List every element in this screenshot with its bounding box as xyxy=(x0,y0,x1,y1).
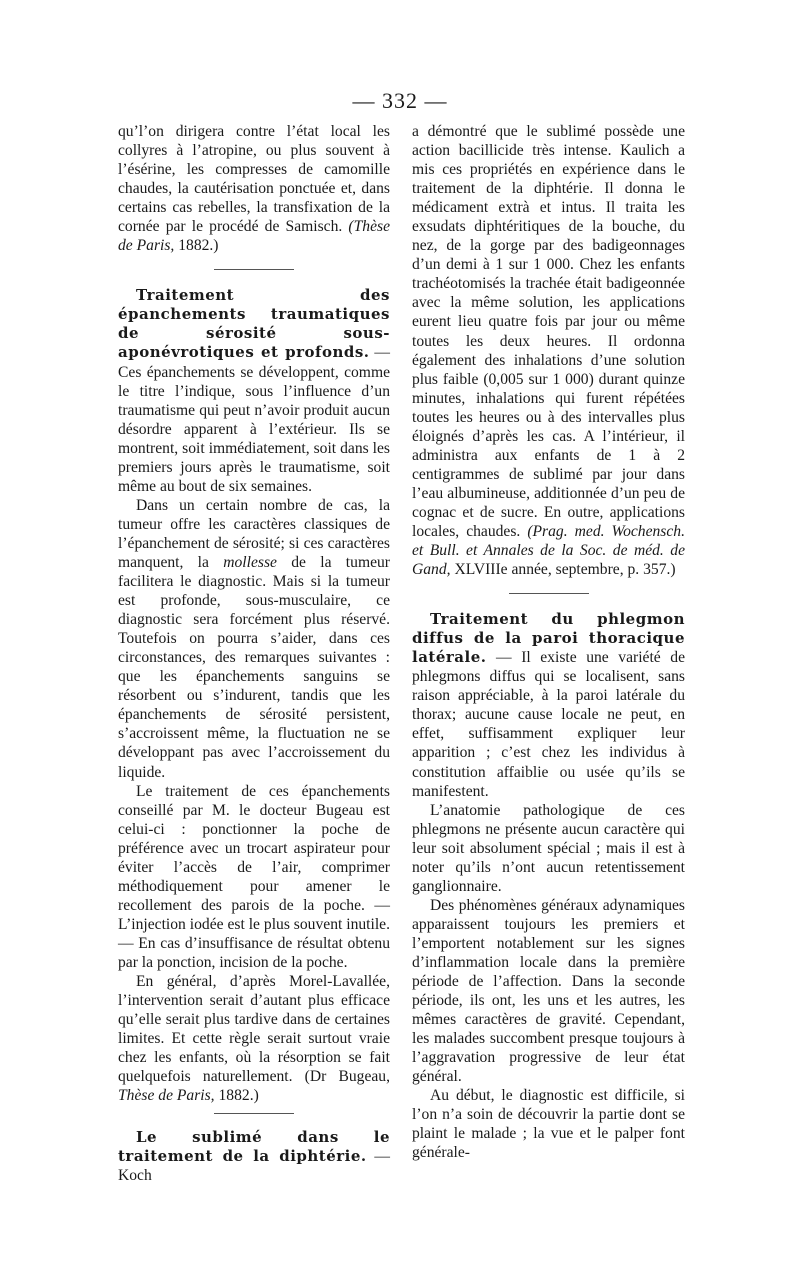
citation: (Thèse de Paris, xyxy=(118,218,390,255)
paragraph xyxy=(412,122,685,579)
paragraph-text: Au début, le diagnostic est difficile, si l’on n’a soin de découvrir la partie dont se plaint le malade ; la vue et le palper font générale- xyxy=(412,1087,685,1162)
paragraph-text: a démontré que le sublimé possède une action bacillicide très intense. Kaulich a mis ces propriétés en expérience dans le traitement de la diphtérie. Il donna le médicament extrà et intus. Il traita les exsudats diphtéritiques de la bouche, du nez, de la gorge par des badigeonnages d’un demi à 1 sur 1 000. Chez les enfants trachéotomisés la trachée était badigeonnée avec la même solution, les applications eurent lieu quatre fois par jour ou même toutes les deux heures. Il ordonna également des inhalations d’une solution plus faible (0,005 sur 1 000) durant quinze minutes, inhalations qui furent répétées toutes les heures ou à des intervalles plus éloignés d’après les cas. A l’intérieur, il administra aux enfants de 1 à 2 centigrammes de sublimé par jour dans l’eau albumineuse, additionnée d’un peu de cognac et de sucre. En outre, applications locales, chaudes. xyxy=(412,123,685,540)
paragraph xyxy=(118,972,390,1105)
citation-year: 1882.) xyxy=(178,237,219,255)
paragraph-text: qu’l’on dirigera contre l’état local les collyres à l’atropine, ou plus souvent à l’ésérine, les compresses de camomille chaudes, la cautérisation ponctuée et, dans certains cas rebelles, la transfixation de la cornée par le procédé de Samisch. xyxy=(118,123,390,236)
section-heading: Traitement du phlegmon diffus de la paroi thoracique latérale. xyxy=(412,610,685,667)
section-heading: Traitement des épanchements traumatiques de sérosité sous-aponévrotiques et profonds. xyxy=(118,286,390,362)
left-column xyxy=(118,122,390,1185)
paragraph-text: de la tumeur facilitera le diagnostic. Mais si la tumeur est profonde, sous-musculaire, ce diagnostic sera forcément plus réservé. Toutefois on pourra s’aider, dans ces circonstances, des remarques suivantes : que les épanchements sanguins se résorbent ou s’indurent, tandis que les épanchements de sérosité persistent, s’accroissent même, la fluctuation ne se développant pas avec l’accroissement du liquide. xyxy=(118,553,390,781)
paragraph-text: Le traitement de ces épanchements conseillé par M. le docteur Bugeau est celui-ci : ponctionner la poche de préférence avec un trocart aspirateur pour éviter l’accès de l’air, comprimer méthodiquement pour amener le recollement des parois de la poche. — L’injection iodée est le plus souvent inutile. — En cas d’insuffisance de résultat obtenu par la ponction, incision de la poche. xyxy=(118,782,390,971)
paragraph-text: Dans un certain nombre de cas, la tumeur offre les caractères classiques de l’épanchement de sérosité; si ces caractères manquent, la xyxy=(118,496,390,571)
paragraph xyxy=(118,286,390,496)
section-separator xyxy=(509,593,589,594)
paragraph xyxy=(118,122,390,255)
paragraph xyxy=(118,1128,390,1185)
paragraph xyxy=(118,496,390,782)
paragraph xyxy=(412,1086,685,1162)
citation-year: XLVIIIe année, septembre, p. 357.) xyxy=(454,561,676,579)
section-separator xyxy=(214,269,294,270)
page-number: — 332 — xyxy=(352,88,448,113)
paragraph xyxy=(118,782,390,972)
paragraph-text: L’anatomie pathologique de ces phlegmons ne présente aucun caractère qui leur soit absolument spécial ; mais il est à noter qu’ils n’ont aucun retentissement ganglionnaire. xyxy=(412,801,685,895)
citation: Thèse de Paris, xyxy=(118,1087,215,1105)
paragraph-text: — Koch xyxy=(118,1148,390,1185)
paragraph-text: — Il existe une variété de phlegmons diffus qui se localisent, sans raison appréciable, à la paroi latérale du thorax; aucune cause locale ne peut, en effet, suffisamment expliquer leur apparition ; c’est chez les individus à constitution affaiblie ou usée qu’ils se manifestent. xyxy=(412,649,685,800)
paragraph-text: En général, d’après Morel-Lavallée, l’intervention serait d’autant plus efficace qu’elle serait plus tardive dans de certaines limites. Et cette règle serait surtout vraie chez les enfants, où la résorption se fait quelquefois naturellement. (Dr Bugeau, xyxy=(118,973,390,1086)
emphasis: mollesse xyxy=(223,553,277,571)
section-separator xyxy=(214,1113,294,1114)
paragraph xyxy=(412,610,685,800)
citation-year: 1882.) xyxy=(218,1087,259,1105)
right-column xyxy=(412,122,685,1162)
paragraph xyxy=(412,801,685,896)
paragraph-text: — Ces épanchements se développent, comme le titre l’indique, sous l’influence d’un traumatisme qui peut n’avoir produit aucun désordre apparent à l’extérieur. Ils se montrent, soit immédiatement, soit dans les premiers jours après le traumatisme, soit même au bout de six semaines. xyxy=(118,344,390,495)
citation: (Prag. med. Wochensch. et Bull. et Annales de la Soc. de méd. de Gand, xyxy=(412,522,685,579)
paragraph-text: Des phénomènes généraux adynamiques apparaissent toujours les premiers et l’emportent notablement sur les signes d’inflammation locale dans la première période de l’affection. Dans la seconde période, ils ont, les uns et les autres, les mêmes caractères de gravité. Cependant, les malades succombent presque toujours à l’aggravation progressive de leur état général. xyxy=(412,896,685,1086)
paragraph xyxy=(412,896,685,1086)
section-heading: Le sublimé dans le traitement de la diphtérie. xyxy=(118,1128,390,1166)
